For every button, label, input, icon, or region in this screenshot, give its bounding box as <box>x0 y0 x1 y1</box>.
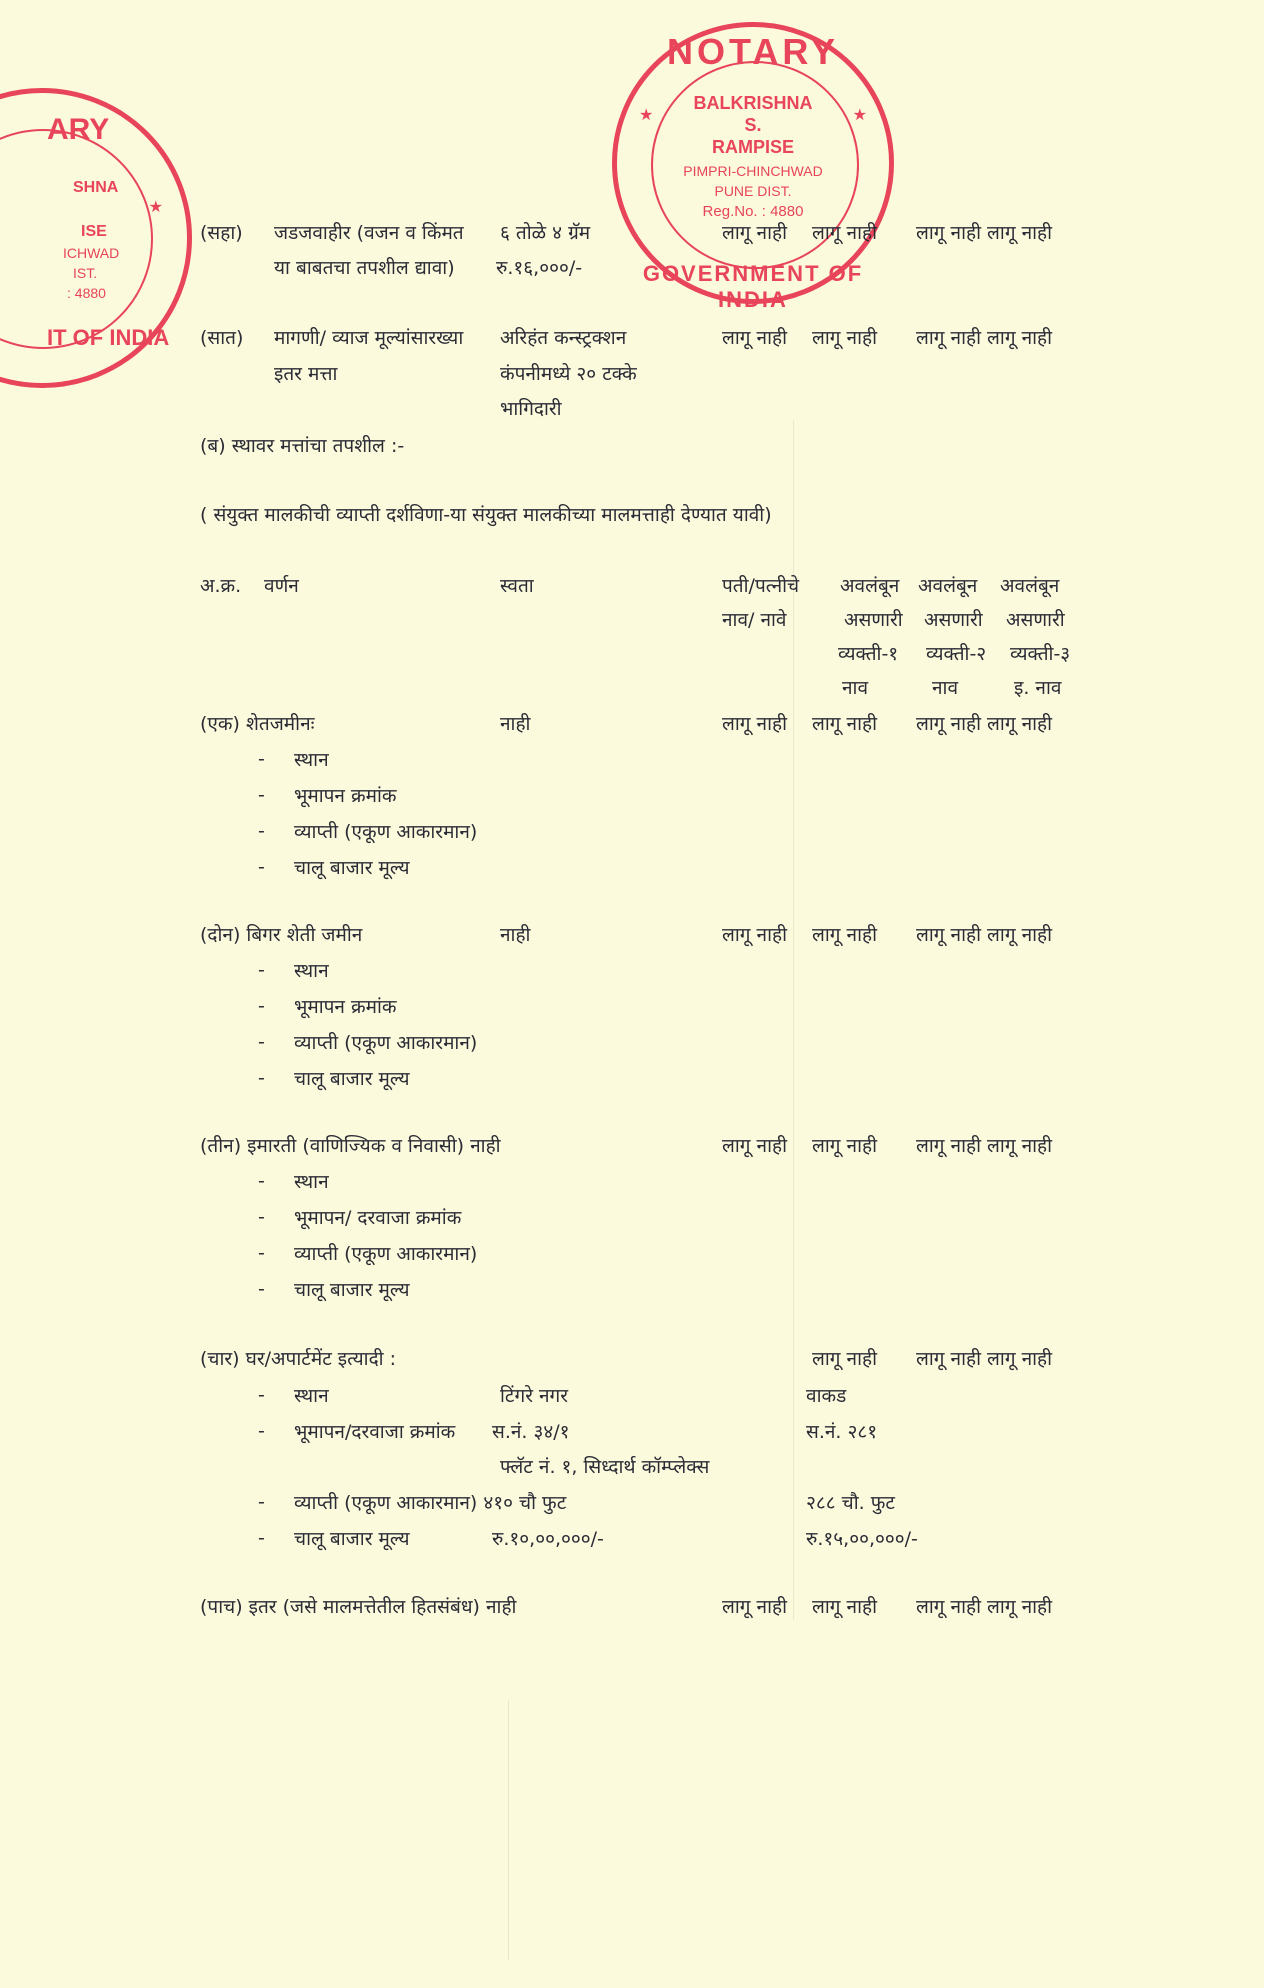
bullet-dash: - <box>258 1242 265 1264</box>
spouse-survey: स.नं. २८१ <box>806 1421 878 1443</box>
row-desc: मागणी/ व्याज मूल्यांसारख्या <box>274 327 464 349</box>
header-dep2: असणारी <box>924 609 983 631</box>
na-value: लागू नाही लागू नाही <box>916 1135 1053 1157</box>
bullet-dash: - <box>258 1384 265 1406</box>
stamp-city: PIMPRI-CHINCHWAD <box>683 163 823 179</box>
bullet-dash: - <box>258 748 265 770</box>
header-spouse: नाव/ नावे <box>722 609 787 631</box>
row-number: (सात) <box>200 327 244 349</box>
bullet-dash: - <box>258 1491 265 1513</box>
spouse-place: वाकड <box>806 1385 847 1407</box>
na-value: लागू नाही <box>812 1596 878 1618</box>
own-flat: फ्लॅट नं. १, सिध्दार्थ कॉम्प्लेक्स <box>500 1456 710 1478</box>
star-icon: ★ <box>639 105 654 124</box>
na-value: लागू नाही <box>812 1348 878 1370</box>
spouse-area: २८८ चौ. फुट <box>806 1492 895 1514</box>
sub-item: स्थान <box>294 749 329 771</box>
sub-item: चालू बाजार मूल्य <box>294 857 410 879</box>
stamp-reg: Reg.No. : 4880 <box>702 203 804 220</box>
bullet-dash: - <box>258 1278 265 1300</box>
section-title: (तीन) इमारती (वाणिज्यिक व निवासी) नाही <box>200 1135 501 1157</box>
header-own: स्वता <box>500 575 534 597</box>
header-dep1: नाव <box>842 677 869 699</box>
own-place: टिंगरे नगर <box>500 1385 569 1407</box>
stamp-fragment: : 4880 <box>67 285 106 301</box>
na-value: लागू नाही <box>722 713 788 735</box>
section-heading: (ब) स्थावर मत्तांचा तपशील :- <box>200 435 405 457</box>
header-dep3: इ. नाव <box>1014 677 1062 699</box>
header-dep1: अवलंबून <box>840 575 900 597</box>
sub-item: चालू बाजार मूल्य <box>294 1528 410 1550</box>
section-title: (चार) घर/अपार्टमेंट इत्यादी : <box>200 1348 397 1370</box>
row-desc: इतर मत्ता <box>274 363 338 385</box>
row-value: रु.१६,०००/- <box>496 257 583 279</box>
na-value: लागू नाही लागू नाही <box>916 713 1053 735</box>
sub-item: व्याप्ती (एकूण आकारमान) <box>294 821 478 843</box>
na-value: लागू नाही <box>812 1135 878 1157</box>
row-value: लागू नाही लागू नाही <box>916 222 1053 244</box>
header-dep3: अवलंबून <box>1000 575 1060 597</box>
header-spouse: पती/पत्नीचे <box>722 575 800 597</box>
header-dep1: असणारी <box>844 609 903 631</box>
bullet-dash: - <box>258 820 265 842</box>
na-value: लागू नाही लागू नाही <box>916 924 1053 946</box>
row-value: ६ तोळे ४ ग्रॅम <box>500 222 591 244</box>
notary-stamp <box>612 22 894 312</box>
row-value: लागू नाही लागू नाही <box>916 327 1053 349</box>
sub-item: स्थान <box>294 960 329 982</box>
row-value: लागू नाही <box>722 222 788 244</box>
margin-line <box>508 1700 509 1960</box>
sub-item: चालू बाजार मूल्य <box>294 1068 410 1090</box>
na-value: लागू नाही <box>722 924 788 946</box>
bullet-dash: - <box>258 1031 265 1053</box>
na-value: लागू नाही <box>722 1596 788 1618</box>
na-value: लागू नाही लागू नाही <box>916 1348 1053 1370</box>
sub-item: व्याप्ती (एकूण आकारमान) <box>294 1032 478 1054</box>
own-value: रु.१०,००,०००/- <box>492 1528 604 1550</box>
bullet-dash: - <box>258 784 265 806</box>
na-value: लागू नाही <box>812 713 878 735</box>
sub-item: स्थान <box>294 1171 329 1193</box>
stamp-district: PUNE DIST. <box>714 183 792 199</box>
stamp-name: BALKRISHNA <box>693 93 813 113</box>
notary-stamp-partial <box>0 88 192 388</box>
joint-ownership-note: ( संयुक्त मालकीची व्याप्ती दर्शविणा-या संयुक्त मालकीच्या मालमत्ताही देण्यात यावी) <box>200 504 772 526</box>
section-title: (पाच) इतर (जसे मालमत्तेतील हितसंबंध) नाही <box>200 1596 517 1618</box>
own-survey: स.नं. ३४/१ <box>492 1421 570 1443</box>
bullet-dash: - <box>258 856 265 878</box>
bullet-dash: - <box>258 959 265 981</box>
section-title: (दोन) बिगर शेती जमीन <box>200 924 363 946</box>
stamp-fragment: ARY <box>47 113 110 146</box>
bullet-dash: - <box>258 995 265 1017</box>
na-value: लागू नाही <box>722 1135 788 1157</box>
na-value: लागू नाही <box>812 924 878 946</box>
row-value: लागू नाही <box>812 327 878 349</box>
row-value: अरिहंत कन्स्ट्रक्शन <box>500 327 627 349</box>
sub-item: भूमापन/ दरवाजा क्रमांक <box>294 1207 462 1229</box>
stamp-title: NOTARY <box>667 31 839 72</box>
own-value: नाही <box>500 713 531 735</box>
bullet-dash: - <box>258 1170 265 1192</box>
sub-item: भूमापन/दरवाजा क्रमांक <box>294 1421 456 1443</box>
sub-item: भूमापन क्रमांक <box>294 996 397 1018</box>
stamp-fragment: IT OF INDIA <box>47 325 170 350</box>
stamp-initial: S. <box>744 115 762 135</box>
row-value: लागू नाही <box>722 327 788 349</box>
header-dep2: अवलंबून <box>918 575 978 597</box>
stamp-fragment: SHNA <box>73 179 119 196</box>
spouse-value: रु.१५,००,०००/- <box>806 1528 918 1550</box>
star-icon: ★ <box>148 197 163 216</box>
section-title: (एक) शेतजमीनः <box>200 713 315 735</box>
header-dep3: व्यक्ती-३ <box>1010 643 1071 665</box>
sub-item: व्याप्ती (एकूण आकारमान) <box>294 1243 478 1265</box>
sub-item: स्थान <box>294 1385 329 1407</box>
bullet-dash: - <box>258 1420 265 1442</box>
header-sr: अ.क्र. <box>200 575 242 597</box>
bullet-dash: - <box>258 1527 265 1549</box>
own-value: नाही <box>500 924 531 946</box>
sub-item: चालू बाजार मूल्य <box>294 1279 410 1301</box>
header-dep2: नाव <box>932 677 959 699</box>
header-desc: वर्णन <box>264 575 299 597</box>
bullet-dash: - <box>258 1206 265 1228</box>
header-dep2: व्यक्ती-२ <box>926 643 987 665</box>
row-value: लागू नाही <box>812 222 878 244</box>
star-icon: ★ <box>852 105 867 124</box>
row-number: (सहा) <box>200 222 243 244</box>
sub-item: भूमापन क्रमांक <box>294 785 397 807</box>
row-value: भागिदारी <box>500 398 562 420</box>
stamp-surname: RAMPISE <box>711 137 794 157</box>
header-dep3: असणारी <box>1006 609 1065 631</box>
stamp-fragment: ICHWAD <box>63 245 120 261</box>
sub-item: व्याप्ती (एकूण आकारमान) ४१० चौ फुट <box>294 1492 567 1514</box>
header-dep1: व्यक्ती-१ <box>838 643 899 665</box>
na-value: लागू नाही लागू नाही <box>916 1596 1053 1618</box>
row-value: कंपनीमध्ये २० टक्के <box>500 363 637 385</box>
row-desc: या बाबतचा तपशील द्यावा) <box>274 257 455 279</box>
stamp-fragment: IST. <box>73 265 98 281</box>
stamp-fragment: ISE <box>81 223 107 240</box>
row-desc: जडजवाहीर (वजन व किंमत <box>274 222 464 244</box>
bullet-dash: - <box>258 1067 265 1089</box>
stamp-bottom: GOVERNMENT OF INDIA <box>642 261 864 312</box>
margin-line <box>793 420 794 1620</box>
